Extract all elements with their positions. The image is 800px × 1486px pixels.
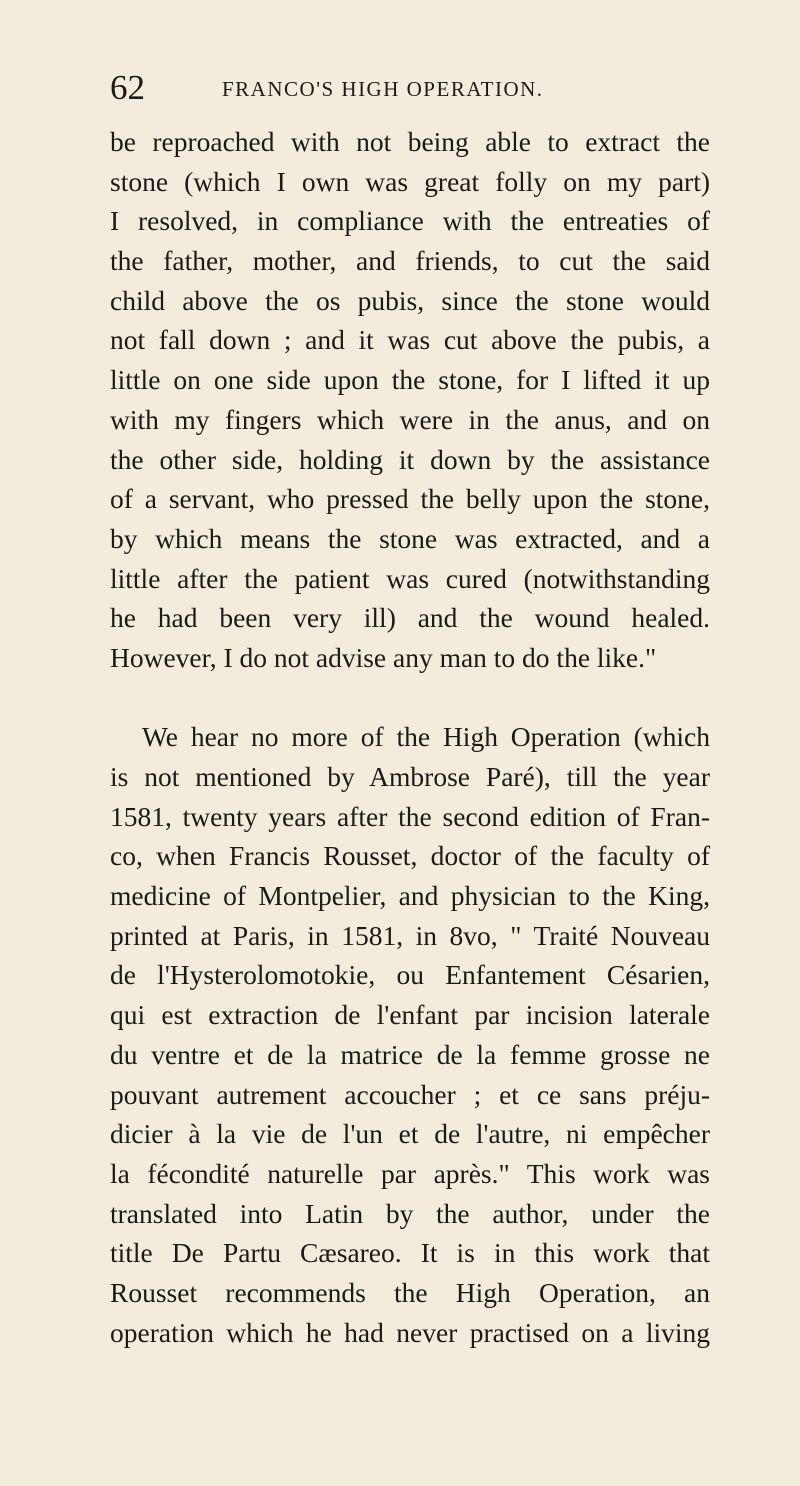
running-head [110,68,710,108]
text-line: translated into Latin by the author, under the [110,1197,710,1229]
body-text [110,122,710,1352]
text-line: la fécondité naturelle par après." This work was [110,1157,710,1189]
text-line: 1581, twenty years after the second edition of Fran- [110,800,710,832]
text-line: he had been very ill) and the wound healed. [110,602,710,634]
text-line: title De Partu Cæsareo. It is in this work that [110,1237,710,1269]
text-line: We hear no more of the High Operation (which [142,721,710,753]
text-line: I resolved, in compliance with the entreaties of [110,205,710,237]
text-line: stone (which I own was great folly on my part) [110,165,710,197]
text-line: the father, mother, and friends, to cut the said [110,245,710,277]
text-line: medicine of Montpelier, and physician to the King, [110,880,710,912]
paragraph-2 [110,717,710,1352]
text-line: operation which he had never practised on a living [110,1316,710,1348]
text-line: is not mentioned by Ambrose Paré), till the year [110,761,710,792]
running-title: FRANCO'S HIGH OPERATION. [222,77,544,101]
text-line: du ventre et de la matrice de la femme grosse ne [110,1038,710,1070]
text-line: not fall down ; and it was cut above the pubis, a [110,324,710,356]
text-line: of a servant, who pressed the belly upon the stone, [110,483,710,515]
text-line: little after the patient was cured (notwithstanding [110,562,710,594]
text-line: qui est extraction de l'enfant par incision laterale [110,999,710,1031]
paragraph-1 [110,122,710,678]
text-line: by which means the stone was extracted, and a [110,522,710,554]
text-line: printed at Paris, in 1581, in 8vo, " Traité Nouveau [110,919,710,951]
text-line: However, I do not advise any man to do the like." [110,641,657,673]
text-line: child above the os pubis, since the stone would [110,284,710,316]
text-line: be reproached with not being able to extract the [110,126,710,157]
text-line: dicier à la vie de l'un et de l'autre, ni empêcher [110,1118,710,1150]
paragraph-gap [110,678,710,718]
text-line: pouvant autrement accoucher ; et ce sans préju- [110,1078,710,1110]
text-line: the other side, holding it down by the assistance [110,443,710,475]
text-line: de l'Hysterolomotokie, ou Enfantement Césarien, [110,959,710,991]
text-line: co, when Francis Rousset, doctor of the faculty of [110,840,710,872]
text-line: Rousset recommends the High Operation, an [110,1276,710,1308]
text-line: little on one side upon the stone, for I lifted it up [110,364,710,396]
text-line: with my fingers which were in the anus, and on [110,403,710,435]
page-number: 62 [110,68,145,107]
